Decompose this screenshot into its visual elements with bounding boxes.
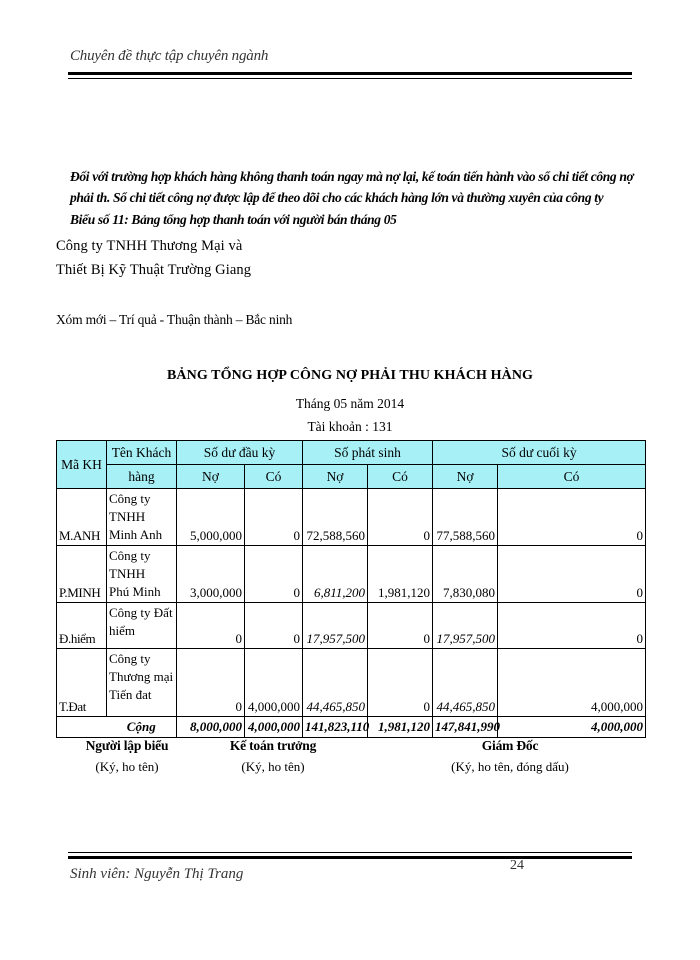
- header-rule-thin: [68, 78, 632, 79]
- close-debit-cell: 17,957,500: [433, 603, 498, 649]
- close-debit-cell: 77,588,560: [433, 489, 498, 546]
- col-header-open-debit: Nợ: [177, 465, 245, 489]
- header-rule-thick: [68, 72, 632, 75]
- signature-role: Người lập biểu: [85, 738, 169, 753]
- open-debit-cell: 5,000,000: [177, 489, 245, 546]
- company-name-line2: Thiết Bị Kỹ Thuật Trường Giang: [56, 262, 252, 278]
- col-header-act-debit: Nợ: [303, 465, 368, 489]
- customer-name: [107, 649, 177, 717]
- customer-name-line: Thương mại: [109, 669, 174, 684]
- table-row: [57, 489, 646, 546]
- col-header-close-credit: Có: [498, 465, 646, 489]
- col-header-name-2: hàng: [107, 465, 177, 489]
- act-credit-cell: 0: [368, 489, 433, 546]
- col-header-name: Tên Khách: [107, 441, 177, 465]
- intro-paragraph: Đối với trường hợp khách hàng không thanh toán ngay mà nợ lại, kế toán tiến hành vào sổ chi tiết công nợ phải th. Sổ chi tiết công nợ được lập để theo dõi cho các khách hàng lớn và thường xuyên của công ty: [70, 169, 634, 205]
- table-caption: Biểu số 11: Bảng tổng hợp thanh toán với người bán tháng 05: [70, 212, 397, 227]
- table-header-row-1: [57, 441, 646, 465]
- act-credit-cell: 0: [368, 603, 433, 649]
- signature-chief-accountant: [208, 738, 338, 775]
- col-header-closing: Số dư cuối kỳ: [433, 441, 646, 465]
- act-debit-cell: 6,811,200: [303, 546, 368, 603]
- act-debit-cell: 72,588,560: [303, 489, 368, 546]
- total-act-debit: 141,823,110: [303, 717, 368, 738]
- close-debit-cell: 7,830,080: [433, 546, 498, 603]
- col-header-activity: Số phát sinh: [303, 441, 433, 465]
- company-name-line1: Công ty TNHH Thương Mại và: [56, 238, 243, 254]
- open-debit-cell: 3,000,000: [177, 546, 245, 603]
- customer-name: [107, 489, 177, 546]
- close-credit-cell: 0: [498, 489, 646, 546]
- signature-role: Giám Đốc: [481, 738, 539, 753]
- footer-rule-thin: [68, 852, 632, 853]
- footer-student: Sinh viên: Nguyễn Thị Trang: [70, 866, 244, 882]
- close-credit-cell: 4,000,000: [498, 649, 646, 717]
- company-address: Xóm mới – Trí quả - Thuận thành – Bắc ninh: [56, 312, 293, 327]
- page-number: 24: [510, 858, 524, 873]
- customer-code: P.MINH: [57, 546, 107, 603]
- signature-note: (Ký, ho tên, đóng dấu): [451, 759, 569, 774]
- close-debit-cell: 44,465,850: [433, 649, 498, 717]
- signature-note: (Ký, ho tên): [95, 759, 159, 774]
- total-close-debit: 147,841,990: [433, 717, 498, 738]
- customer-name-line: Tiến đat: [109, 687, 152, 702]
- col-header-code: Mã KH: [57, 441, 107, 489]
- customer-code: M.ANH: [57, 489, 107, 546]
- act-debit-cell: 44,465,850: [303, 649, 368, 717]
- table-row: [57, 649, 646, 717]
- close-credit-cell: 0: [498, 603, 646, 649]
- col-header-act-credit: Có: [368, 465, 433, 489]
- total-open-credit: 4,000,000: [245, 717, 303, 738]
- customer-name-line: Minh Anh: [109, 527, 163, 542]
- receivables-table: [56, 440, 646, 738]
- customer-name-line: Công ty: [109, 651, 151, 666]
- col-header-open-credit: Có: [245, 465, 303, 489]
- act-debit-cell: 17,957,500: [303, 603, 368, 649]
- total-spacer: [57, 717, 107, 738]
- customer-name-line: Công ty Đất: [109, 605, 173, 620]
- signature-director: [430, 738, 590, 775]
- signature-preparer: [62, 738, 192, 775]
- report-period: Tháng 05 năm 2014: [295, 396, 405, 411]
- customer-name-line: Công ty TNHH: [109, 491, 151, 524]
- footer-rule-thick: [68, 856, 632, 859]
- open-credit-cell: 4,000,000: [245, 649, 303, 717]
- col-header-close-debit: Nợ: [433, 465, 498, 489]
- signature-note: (Ký, ho tên): [241, 759, 305, 774]
- act-credit-cell: 1,981,120: [368, 546, 433, 603]
- signature-role: Kế toán trưởng: [229, 738, 317, 753]
- customer-code: T.Đat: [57, 649, 107, 717]
- customer-name: [107, 546, 177, 603]
- customer-code: Đ.hiểm: [57, 603, 107, 649]
- open-debit-cell: 0: [177, 603, 245, 649]
- close-credit-cell: 0: [498, 546, 646, 603]
- open-credit-cell: 0: [245, 603, 303, 649]
- col-header-opening: Số dư đầu kỳ: [177, 441, 303, 465]
- open-credit-cell: 0: [245, 489, 303, 546]
- table-row: [57, 603, 646, 649]
- customer-name-line: hiểm: [109, 623, 135, 638]
- total-close-credit: 4,000,000: [498, 717, 646, 738]
- page-header-title: Chuyên đề thực tập chuyên ngành: [70, 48, 269, 64]
- table-header-row-2: [57, 465, 646, 489]
- open-credit-cell: 0: [245, 546, 303, 603]
- table-total-row: [57, 717, 646, 738]
- report-account: Tài khoản : 131: [307, 419, 393, 434]
- customer-name-line: Phú Minh: [109, 584, 161, 599]
- customer-name-line: Công ty TNHH: [109, 548, 151, 581]
- total-label: Cộng: [107, 717, 177, 738]
- open-debit-cell: 0: [177, 649, 245, 717]
- total-act-credit: 1,981,120: [368, 717, 433, 738]
- total-open-debit: 8,000,000: [177, 717, 245, 738]
- report-title: BẢNG TỔNG HỢP CÔNG NỢ PHẢI THU KHÁCH HÀNG: [166, 368, 534, 383]
- customer-name: [107, 603, 177, 649]
- table-row: [57, 546, 646, 603]
- act-credit-cell: 0: [368, 649, 433, 717]
